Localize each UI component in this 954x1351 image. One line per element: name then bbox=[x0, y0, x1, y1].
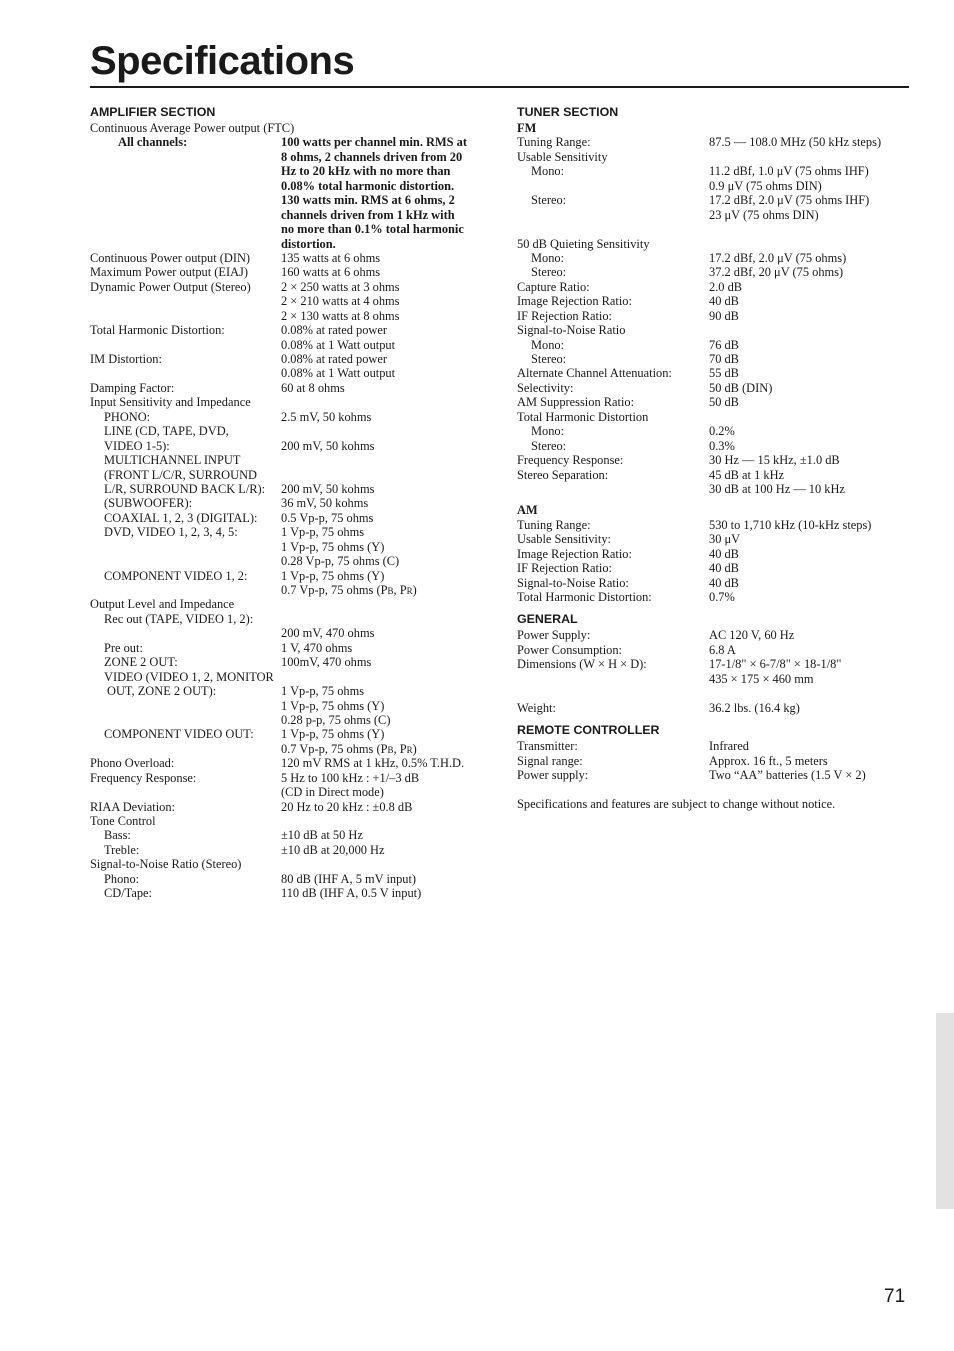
spec-row: VIDEO (VIDEO 1, 2, MONITOR bbox=[104, 669, 274, 684]
spec-row: Signal-to-Noise Ratio (Stereo) bbox=[90, 857, 242, 872]
spec-row: Frequency Response: 30 Hz — 15 kHz, ±1.0 dB bbox=[517, 453, 840, 468]
spec-row: Stereo: 70 dB bbox=[531, 352, 739, 366]
spec-row: COMPONENT VIDEO OUT: 1 Vp-p, 75 ohms (Y) bbox=[104, 727, 385, 742]
spec-row: Stereo Separation: 45 dB at 1 kHz bbox=[517, 467, 785, 482]
spec-row: (SUBWOOFER): 36 mV, 50 kohms bbox=[104, 496, 369, 511]
spec-row: Mono: 11.2 dBf, 1.0 μV (75 ohms IHF) bbox=[531, 164, 869, 179]
spec-row: VIDEO 1-5): 200 mV, 50 kohms bbox=[104, 438, 375, 453]
spec-row: 2 × 130 watts at 8 ohms bbox=[281, 308, 400, 323]
spec-row: 23 μV (75 ohms DIN) bbox=[709, 207, 819, 222]
fm-subheading: FM bbox=[517, 121, 537, 135]
spec-row: Signal-to-Noise Ratio bbox=[517, 323, 626, 338]
spec-row: Usable Sensitivity bbox=[517, 149, 608, 164]
spec-row: LINE (CD, TAPE, DVD, bbox=[104, 424, 229, 439]
spec-row: 0.7 Vp-p, 75 ohms (PB, PR) bbox=[281, 583, 417, 597]
spec-row: Maximum Power output (EIAJ) 160 watts at 6 ohms bbox=[90, 265, 381, 280]
spacer-row bbox=[517, 686, 909, 700]
spec-row: 50 dB Quieting Sensitivity bbox=[517, 236, 650, 251]
spec-row: OUT, ZONE 2 OUT): 1 Vp-p, 75 ohms bbox=[107, 684, 365, 699]
spec-row: Mono: 76 dB bbox=[531, 337, 739, 352]
spec-row: 0.7 Vp-p, 75 ohms (PB, PR) bbox=[281, 741, 417, 756]
spec-row: 0.08% at 1 Watt output bbox=[281, 337, 396, 352]
spec-row: 30 dB at 100 Hz — 10 kHz bbox=[709, 481, 845, 496]
spacer-row bbox=[517, 782, 909, 796]
spec-row: (CD in Direct mode) bbox=[281, 785, 384, 800]
page-edge-tab bbox=[936, 1013, 954, 1209]
spec-row: Capture Ratio: 2.0 dB bbox=[517, 279, 743, 294]
spec-row: DVD, VIDEO 1, 2, 3, 4, 5: 1 Vp-p, 75 ohms bbox=[104, 525, 365, 540]
spec-row: Mono: 0.2% bbox=[531, 424, 735, 439]
disclaimer-note: Specifications and features are subject to change without notice. bbox=[517, 796, 836, 811]
spec-row: Output Level and Impedance bbox=[90, 597, 235, 612]
spec-row: Image Rejection Ratio: 40 dB bbox=[517, 546, 739, 561]
spec-row: COAXIAL 1, 2, 3 (DIGITAL): 0.5 Vp-p, 75 ohms bbox=[104, 510, 374, 525]
page-number: 71 bbox=[884, 1286, 906, 1307]
spec-row: Stereo: 0.3% bbox=[531, 438, 735, 453]
spec-row: Power supply: Two “AA” batteries (1.5 V × 2) bbox=[517, 767, 866, 782]
spec-row: Stereo: 17.2 dBf, 2.0 μV (75 ohms IHF) bbox=[531, 193, 870, 208]
spec-row: 0.9 μV (75 ohms DIN) bbox=[709, 178, 822, 193]
spec-row: Stereo: 37.2 dBf, 20 μV (75 ohms) bbox=[531, 265, 844, 280]
page-title: Specifications bbox=[90, 39, 355, 83]
spec-row: channels driven from 1 kHz with bbox=[281, 207, 455, 222]
spacer-row bbox=[517, 222, 909, 236]
spec-row: L/R, SURROUND BACK L/R): 200 mV, 50 kohms bbox=[104, 481, 375, 496]
spec-row: Signal range: Approx. 16 ft., 5 meters bbox=[517, 753, 828, 768]
am-subheading: AM bbox=[517, 503, 538, 518]
spec-row: AM Suppression Ratio: 50 dB bbox=[517, 395, 739, 410]
spec-row: IF Rejection Ratio: 90 dB bbox=[517, 308, 739, 323]
spec-row: (FRONT L/C/R, SURROUND bbox=[104, 467, 257, 482]
spec-row: Frequency Response: 5 Hz to 100 kHz : +1/–3 dB bbox=[90, 770, 420, 785]
spec-row: Damping Factor: 60 at 8 ohms bbox=[90, 380, 345, 395]
spec-row: Alternate Channel Attenuation: 55 dB bbox=[517, 366, 739, 381]
spec-row: IF Rejection Ratio: 40 dB bbox=[517, 561, 739, 576]
spec-row: 0.08% total harmonic distortion. bbox=[281, 178, 455, 193]
spec-row: Phono: 80 dB (IHF A, 5 mV input) bbox=[104, 871, 417, 886]
spec-row: COMPONENT VIDEO 1, 2: 1 Vp-p, 75 ohms (Y) bbox=[104, 568, 385, 583]
spec-row: Continuous Average Power output (FTC) bbox=[90, 121, 295, 135]
title-rule bbox=[90, 86, 909, 88]
spec-row: 1 Vp-p, 75 ohms (Y) bbox=[281, 539, 385, 554]
spec-row: Tuning Range: 87.5 — 108.0 MHz (50 kHz steps) bbox=[517, 135, 882, 150]
spec-row: Tone Control bbox=[90, 814, 156, 828]
spec-row: Signal-to-Noise Ratio: 40 dB bbox=[517, 575, 739, 590]
spec-row: All channels: 100 watts per channel min. RMS at bbox=[118, 135, 467, 150]
spec-row: distortion. bbox=[281, 236, 336, 251]
amplifier-heading: AMPLIFIER SECTION bbox=[90, 105, 216, 119]
spec-row: CD/Tape: 110 dB (IHF A, 0.5 V input) bbox=[104, 886, 422, 901]
spec-row: 1 Vp-p, 75 ohms (Y) bbox=[281, 698, 385, 713]
general-heading: GENERAL bbox=[517, 612, 578, 627]
spec-row: PHONO: 2.5 mV, 50 kohms bbox=[104, 409, 372, 424]
spec-row: 435 × 175 × 460 mm bbox=[709, 671, 814, 686]
spec-row: MULTICHANNEL INPUT bbox=[104, 453, 241, 468]
spec-row: Weight: 36.2 lbs. (16.4 kg) bbox=[517, 700, 800, 715]
amplifier-column bbox=[90, 104, 480, 901]
spec-row: Power Supply: AC 120 V, 60 Hz bbox=[517, 628, 795, 643]
spec-row: Phono Overload: 120 mV RMS at 1 kHz, 0.5% T.H.D. bbox=[90, 756, 465, 771]
spec-row: Treble: ±10 dB at 20,000 Hz bbox=[104, 842, 385, 857]
remote-heading: REMOTE CONTROLLER bbox=[517, 723, 660, 738]
tuner-column bbox=[517, 104, 909, 811]
spec-row: Total Harmonic Distortion bbox=[517, 409, 649, 424]
spec-row: 2 × 210 watts at 4 ohms bbox=[281, 294, 400, 309]
spec-row: 200 mV, 470 ohms bbox=[281, 626, 375, 641]
spec-row: Tuning Range: 530 to 1,710 kHz (10-kHz steps) bbox=[517, 517, 872, 532]
spec-row: ZONE 2 OUT: 100mV, 470 ohms bbox=[104, 655, 372, 670]
spec-row: Total Harmonic Distortion: 0.7% bbox=[517, 590, 735, 604]
tuner-heading: TUNER SECTION bbox=[517, 105, 619, 119]
spec-row: Mono: 17.2 dBf, 2.0 μV (75 ohms) bbox=[531, 250, 847, 265]
spec-row: Continuous Power output (DIN) 135 watts at 6 ohms bbox=[90, 250, 381, 265]
spec-row: Input Sensitivity and Impedance bbox=[90, 395, 251, 410]
spec-row: RIAA Deviation: 20 Hz to 20 kHz : ±0.8 dB bbox=[90, 799, 413, 814]
spec-row: Rec out (TAPE, VIDEO 1, 2): bbox=[104, 611, 254, 626]
spec-row: 0.28 Vp-p, 75 ohms (C) bbox=[281, 554, 400, 569]
spec-row: Total Harmonic Distortion: 0.08% at rated power bbox=[90, 323, 387, 338]
spec-row: Bass: ±10 dB at 50 Hz bbox=[104, 828, 363, 843]
spec-row: Image Rejection Ratio: 40 dB bbox=[517, 294, 739, 309]
spec-row: 130 watts min. RMS at 6 ohms, 2 bbox=[281, 193, 455, 208]
spec-row: Usable Sensitivity: 30 μV bbox=[517, 532, 741, 547]
spec-row: 8 ohms, 2 channels driven from 20 bbox=[281, 149, 463, 164]
spec-row: Power Consumption: 6.8 A bbox=[517, 642, 736, 657]
spec-row: Pre out: 1 V, 470 ohms bbox=[104, 640, 353, 655]
spec-row: Selectivity: 50 dB (DIN) bbox=[517, 380, 773, 395]
spec-row: Transmitter: Infrared bbox=[517, 739, 749, 754]
spec-row: IM Distortion: 0.08% at rated power bbox=[90, 352, 387, 366]
spec-row: 0.28 p-p, 75 ohms (C) bbox=[281, 712, 391, 727]
spec-row: Dynamic Power Output (Stereo) 2 × 250 watts at 3 ohms bbox=[90, 279, 400, 294]
spec-row: 0.08% at 1 Watt output bbox=[281, 366, 396, 381]
spec-row: Hz to 20 kHz with no more than bbox=[281, 164, 451, 179]
spec-row: Dimensions (W × H × D): 17-1/8" × 6-7/8" × 18-1/8" bbox=[517, 657, 842, 672]
spec-row: no more than 0.1% total harmonic bbox=[281, 222, 464, 237]
